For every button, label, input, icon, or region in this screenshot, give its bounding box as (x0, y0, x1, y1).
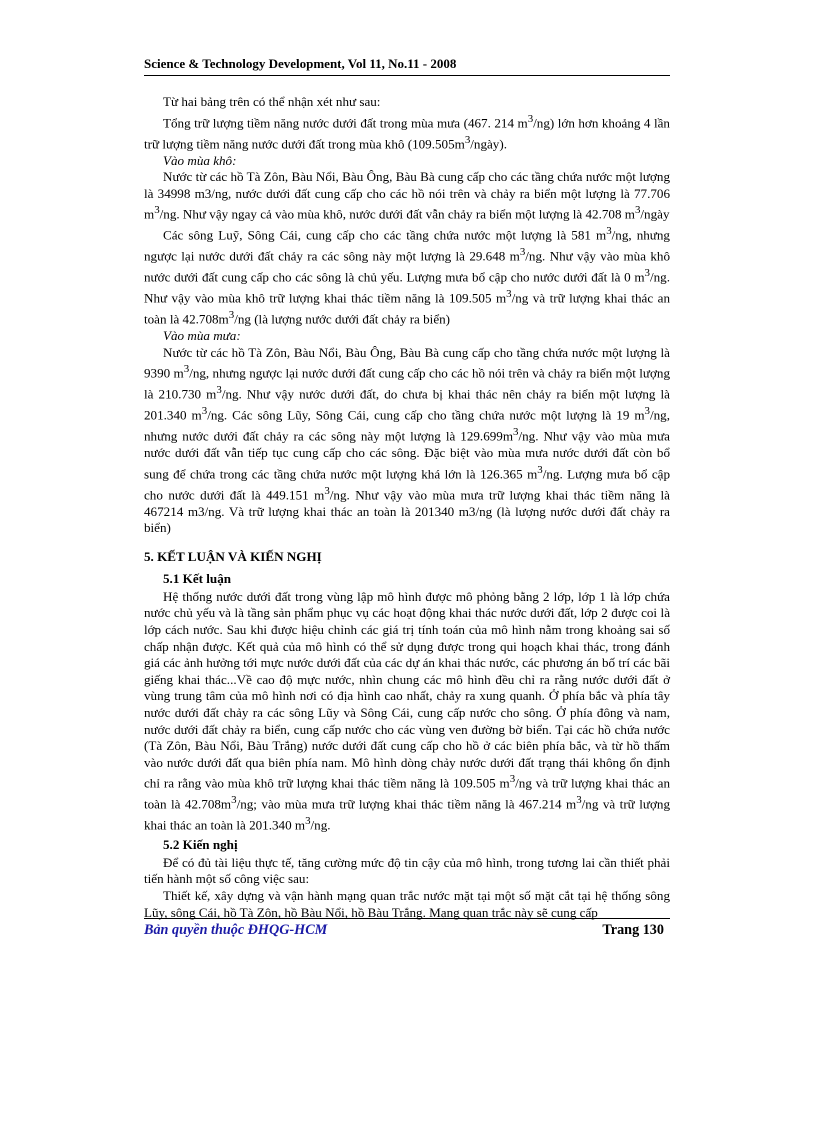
recommendation-paragraph: Thiết kế, xây dựng và vận hành mạng quan trắc nước mặt tại một số mặt cắt tại hệ thống sông Lũy, sông Cái, hồ Tà Zôn, hồ Bàu Nổi, hồ Bàu Trắng. Mạng quan trắc này sẽ cung cấp (144, 888, 670, 920)
paragraph: Từ hai bảng trên có thể nhận xét như sau: (163, 94, 381, 109)
recommendation-paragraph: Để có đủ tài liệu thực tế, tăng cường mức độ tin cậy của mô hình, trong tương lai cần thiết phải tiến hành một số công việc sau: (144, 854, 670, 887)
paragraph: Nước từ các hồ Tà Zôn, Bàu Nổi, Bàu Ông, Bàu Bà cung cấp cho tầng chứa nước một lượng là 9390 $m^3/ng$, nhưng ngược lại nước dưới đất cung cấp cho các hồ nói trên và chảy ra biển một lượng là 210.730 $m^3/ng$. Như vậy nước dưới đất, do chưa bị khai thác nên chảy ra biển một lượng là 201.340 $m^3/ng$. Các sông Lũy, Sông Cái, cung cấp cho tầng chứa nước một lượng là 19 $m^3/ng$, nhưng nước dưới đất chảy ra các sông này một lượng là $129.699m^3/ng$. Như vậy vào mùa mưa nước dưới đất vẫn tiếp tục cung cấp cho các sông. Đặc biệt vào mùa mưa nước dưới đất còn bổ sung để chứa trong các tầng chứa nước một lượng khá lớn là 126.365 $m^3/ng$. Lượng mưa bổ cập cho nước dưới đất là 449.151 $m^3/ng$. Như vậy vào mùa mưa trữ lượng khai thác tiềm năng là 467214 m3/ng. Và trữ lượng khai thác an toàn là 201340 m3/ng (là lượng nước dưới đất chảy ra biển) (144, 344, 671, 536)
section-heading: 5. KẾT LUẬN VÀ KIẾN NGHỊ (144, 548, 322, 564)
subsection-heading-conclusion: 5.1 Kết luận (163, 571, 232, 587)
subsection-heading-recommendation: 5.2 Kiến nghị (163, 837, 238, 853)
intro-paragraphs (144, 94, 670, 537)
paragraph: Các sông Luỹ, Sông Cái, cung cấp cho các tầng chứa nước một lượng là 581 $m^3/ng$, nhưng ngược lại nước dưới đất chảy ra các sông này một lượng là 29.648 $m^3/ng$. Như vậy vào mùa khô nước dưới đất cung cấp cho các sông là chủ yếu. Lượng mưa bổ cập cho nước dưới đất là 0 $m^3/ng$. Như vậy vào mùa khô trữ lượng khai thác tiềm năng là 109.505 $m^3/ng$ và trữ lượng khai thác an toàn là $42.708m^3/ng$ (là lượng nước dưới đất chảy ra biển) (144, 225, 671, 327)
copyright-notice: Bản quyền thuộc ĐHQG-HCM (144, 922, 328, 938)
season-subheading: Vào mùa khô: (163, 152, 237, 168)
season-subheading: Vào mùa mưa: (163, 328, 241, 343)
running-header: Science & Technology Development, Vol 11, No.11 - 2008 (144, 56, 670, 76)
page-footer (144, 918, 670, 939)
paragraph: Tổng trữ lượng tiềm năng nước dưới đất trong mùa mưa (467. 214 $m^3/ng$) lớn hơn khoảng 4 lần trữ lượng tiềm năng nước dưới đất trong mùa khô $(109.505m^3/ngày)$. (144, 112, 670, 151)
body-text (144, 94, 670, 921)
conclusion-paragraph: Hệ thống nước dưới đất trong vùng lập mô hình được mô phỏng bằng 2 lớp, lớp 1 là lớp chứa nước chủ yếu và là tầng sản phẩm phục vụ các hoạt động khai thác nước dưới đất, lớp 2 được coi là lớp cách nước. Sau khi được hiệu chỉnh các giá trị tính toán của mô hình nằm trong khoảng sai số chấp nhận được. Kết quả của mô hình có thể sử dụng được trong qui hoạch khai thác, trong đánh giá các ảnh hưởng tới mực nước dưới đất của các dự án khai thác nước, các phương án bố trí các bãi giếng khai thác...Về cao độ mực nước, nhìn chung các mô hình đều chỉ ra rằng nước dưới đất ở vùng trung tâm của mô hình nơi có địa hình cao nhất, chảy ra xung quanh. Ở phía bắc và phía tây nước dưới đất chảy ra các sông Lũy và Sông Cái, cung cấp nước cho sông. Ở phía đông và nam, nước dưới đất chảy ra biển, cung cấp nước cho các vùng ven đường bờ biển. Tại các hồ chứa nước (Tà Zôn, Bàu Nổi, Bàu Trắng) nước dưới đất cung cấp cho hồ ở các biên phía bắc, và từ hồ thấm vào nước dưới đất qua biên phía nam. Mô hình dòng chảy nước dưới đất trạng thái không ổn định chỉ ra rằng vào mùa khô trữ lượng khai thác tiềm năng là 109.505 $m^3/ng$ và trữ lượng khai thác an toàn là $42.708m^3/ng$; vào mùa mưa trữ lượng khai thác tiềm năng là 467.214 $m^3/ng$ và trữ lượng khai thác an toàn là 201.340 $m^3/ng$. (144, 588, 670, 833)
page-number: Trang 130 (602, 922, 664, 938)
paragraph: Nước từ các hồ Tà Zôn, Bàu Nổi, Bàu Ông, Bàu Bà cung cấp cho các tầng chứa nước một lượng là 34998 m3/ng, nước dưới đất cung cấp cho các hồ nói trên và chảy ra biển một lượng là 77.706 $m^3/ng$. Như vậy ngay cả vào mùa khô, nước dưới đất vẫn chảy ra biển một lượng là 42.708 $m^3$/ngày (144, 169, 670, 222)
